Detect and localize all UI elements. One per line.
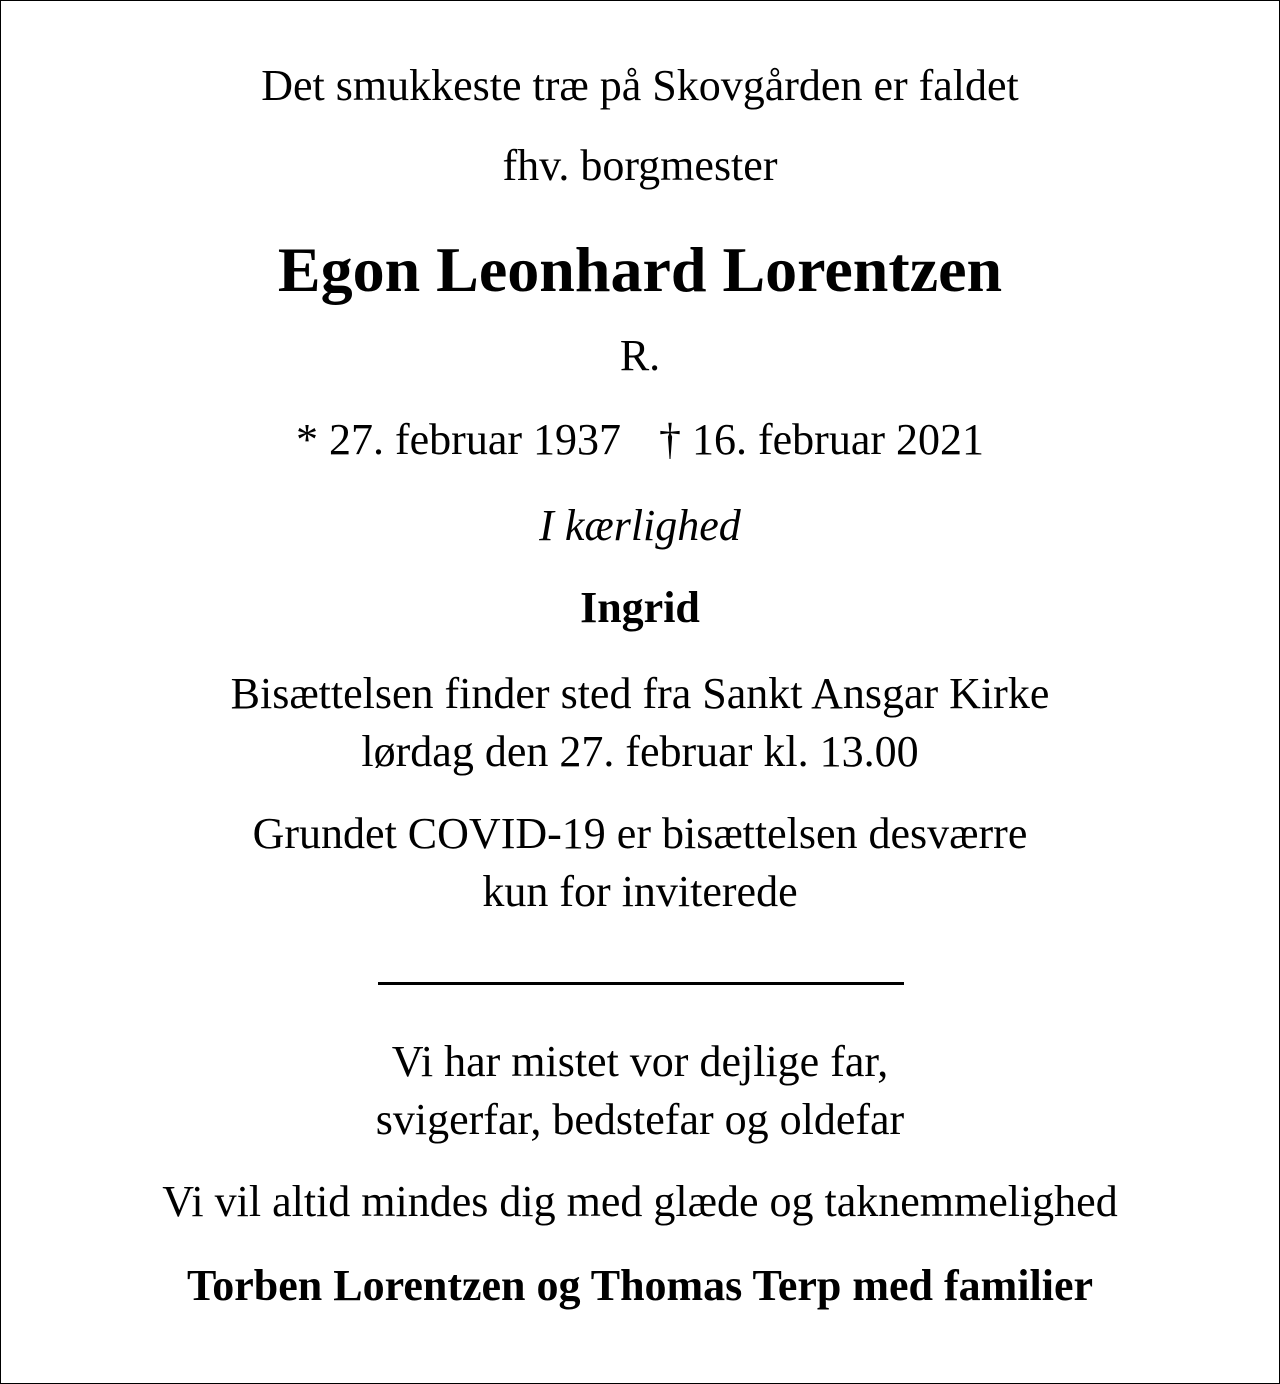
love-line: I kærlighed xyxy=(539,501,741,550)
memory-line: Vi vil altid mindes dig med glæde og taknemmelighed xyxy=(162,1177,1118,1226)
divider xyxy=(378,982,904,985)
death-date: † 16. februar 2021 xyxy=(659,415,985,464)
dates xyxy=(0,414,1280,466)
birth-date: * 27. februar 1937 xyxy=(295,415,621,464)
family-line-1: Vi har mistet vor dejlige far, xyxy=(391,1037,889,1086)
honor: R. xyxy=(619,331,661,380)
header-line: Det smukkeste træ på Skovgården er faldet xyxy=(261,61,1019,110)
funeral-line-1: Bisættelsen finder sted fra Sankt Ansgar Kirke xyxy=(230,669,1050,718)
funeral-line-2: lørdag den 27. februar kl. 13.00 xyxy=(361,727,919,776)
signature: Torben Lorentzen og Thomas Terp med familier xyxy=(186,1261,1094,1310)
family-line-2: svigerfar, bedstefar og oldefar xyxy=(375,1095,905,1144)
covid-line-2: kun for inviterede xyxy=(482,867,798,916)
title-prefix: fhv. borgmester xyxy=(502,141,778,190)
spouse-name: Ingrid xyxy=(580,583,700,632)
covid-line-1: Grundet COVID-19 er bisættelsen desværre xyxy=(252,809,1028,858)
deceased-name: Egon Leonhard Lorentzen xyxy=(277,234,1003,305)
